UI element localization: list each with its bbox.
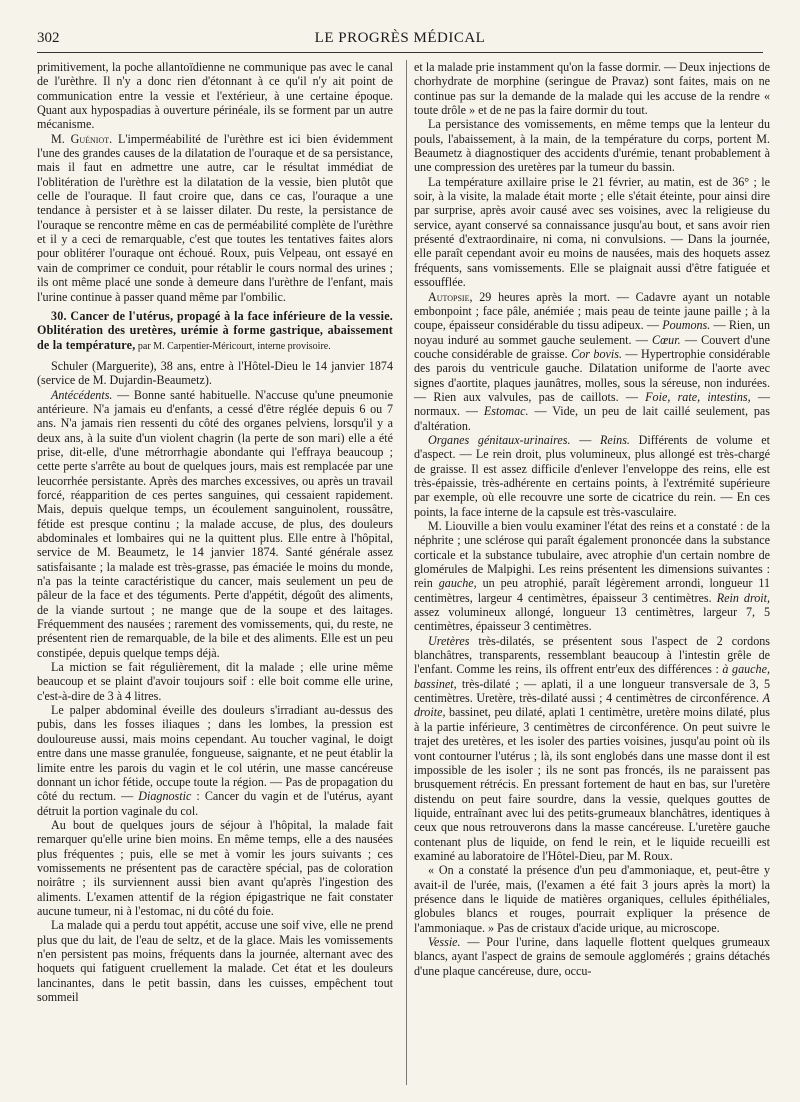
paragraph: Autopsie, 29 heures après la mort. — Cadavre ayant un notable embonpoint ; face pâle, anémiée ; mais peau de teinte jaune paille ; à la coupe, épaisseur considérable du tissu adipeux. — Poumons. — Rien, un noyau induré au sommet gauche seulement. — Cœur. — Couvert d'une couche considérable de graisse. Cor bovis. — Hypertrophie considérable des parois du ventricule gauche. Dilatation uniforme de l'aorte avec signes d'aortite, plaques jaunâtres, molles, sous la séreuse, non indurées. — Rien aux valvules, pas de caillots. — Foie, rate, intestins, — normaux. — Estomac. — Vide, un peu de lait caillé seulement, pas d'altération. [414,289,771,433]
page-number: 302 [37,30,60,46]
paragraph: La malade qui a perdu tout appétit, accuse une soif vive, elle ne prend plus que du lait, de l'eau de seltz, et de la glace. Mais les vomissements n'en persistent pas moins, fréquents dans la journée, alternant avec des hoquets qui fatiguent cruellement la malade. Cet état et les douleurs lancinantes, dans le petit bassin, dans les cuisses, empêchent tout sommeil [37,918,393,1004]
paragraph: La persistance des vomissements, en même temps que la lenteur du pouls, l'abaissement, à la main, de la température du corps, portent M. Beaumetz à diagnostiquer des accidents d'urémie, tenant probablement à une compression des uretères par la tumeur du bassin. [414,117,770,175]
paragraph: Au bout de quelques jours de séjour à l'hôpital, la malade fait remarquer qu'elle urine bien moins. En même temps, elle a des nausées plus fréquentes ; puis, elle se met à vomir les jours suivants ; ces vomissements ne présentent pas de caractère spécial, pas de coloration noirâtre ; ils surviennent aussi bien avant qu'après l'ingestion des aliments. L'examen attentif de la région épigastrique ne fait constater aucune tumeur, ni à l'estomac, ni du côté du foie. [37,817,393,918]
paragraph: Uretères très-dilatés, se présentent sous l'aspect de 2 cordons blanchâtres, transparents, ressemblant beaucoup à l'intestin grêle de l'enfant. Comme les reins, ils offrent entr'eux des différences : à gauche, bassinet, très-dilaté ; — aplati, il a une longueur transversale de 3, 5 centimètres. Uretère, très-dilaté aussi ; 4 centimètres de circonférence. A droite, bassinet, peu dilaté, aplati 1 centimètre, uretère moins dilaté, plus à la partie inférieure, 3 centimètres de circonférence. On peut suivre le trajet des uretères, et les isoler des parties voisines, jusqu'au point où ils vont contourner l'utérus ; là, ils sont englobés dans une masse dont il est impossible de les isoler ; ils ne sont pas froncés, ils ne paraissent pas brusquement rétrécis. En pressant fortement de haut en bas, sur l'uretère distendu on peut faire sourdre, dans la vessie, quelques gouttes de liquide, entraînant avec lui des petits-grumeaux blanchâtres, identiques à ceux que nous retrouverons dans la masse cancéreuse. L'uretère gauche contenant plus de liquide, on fend le rein, et le liquide recueilli est examiné au laboratoire de l'Hôtel-Dieu, par M. Roux. [414,633,770,863]
paragraph: « On a constaté la présence d'un peu d'ammoniaque, et, peut-être y avait-il de l'urée, mais, (l'examen a été fait 3 jours après la mort) la présence dans le liquide de matières organiques, cellules épithéliales, globules blancs et rouges, pourrait expliquer la présence de l'ammoniaque. » Pas de cristaux d'acide urique, au microscope. [414,863,770,935]
page-header [37,30,763,52]
paragraph: La miction se fait régulièrement, dit la malade ; elle urine même beaucoup et se plaint d'avoir toujours soif : elle boit comme elle urine, c'est-à-dire de 3 à 4 litres. [37,660,393,703]
speaker-name: M. Guéniot. [51,131,113,146]
case-heading [37,309,393,354]
paragraph: Schuler (Marguerite), 38 ans, entre à l'Hôtel-Dieu le 14 janvier 1874 (service de M. Dujardin-Beaumetz). [37,358,393,388]
paragraph: et la malade prie instamment qu'on la fasse dormir. — Deux injections de chorhydrate de morphine (seringue de Pravaz) sont faites, mais on ne continue pas sur la demande de la malade qui les accuse de la rendre « toute drôle » et de ne pas la faire dormir du tout. [414,60,770,118]
paragraph: Le palper abdominal éveille des douleurs s'irradiant au-dessus des pubis, dans les fosses iliaques ; dans les lombes, la pression est douloureuse aussi, mais moins cependant. Au toucher vaginal, le doigt entre dans une masse granulée, fongueuse, saignante, et ne peut établir la limite entre les parois du vagin et le col utérin, une masse cancéreuse donnant un ichor fétide, occupe toute la région. — Pas de propagation du côté du rectum. — Diagnostic : Cancer du vagin et de l'utérus, ayant détruit la portion vaginale du col. [37,703,393,818]
paragraph: M. Liouville a bien voulu examiner l'état des reins et a constaté : de la néphrite ; une sclérose qui paraît également prononcée dans la substance corticale et la substance tubulaire, avec atrophie d'un certain nombre de glomérules de Malpighi. Les reins présentent les dimensions suivantes : rein gauche, un peu atrophié, paraît légèrement arrondi, longueur 11 centimètres, largeur 4 centimètres, épaisseur 3 centimètres. Rein droit, assez volumineux allongé, longueur 13 centimètres, largeur 7, 5 centimètres, épaisseur 3 centimètres. [414,519,771,634]
case-author: par M. Carpentier-Méricourt, interne provisoire. [135,340,331,352]
running-title: LE PROGRÈS MÉDICAL [314,30,486,46]
right-column [414,60,770,978]
paragraph: M. Guéniot. L'imperméabilité de l'urèthre est ici bien évidemment l'une des grandes causes de la dilatation de l'ouraque et de sa persistance, mais il faut en admettre une autre, car le résultat immédiat de l'oblitération de l'urèthre est la dilatation de la vessie, bien plutôt que celle de l'ouraque. Il faut croire que, dans ce cas, l'ouraque a une tendance à persister et à se laisser dilater. Du reste, la persistance de l'ouraque se rencontre même en cas de perméabilité complète de l'urèthre et il y a ceci de remarquable, c'est que toutes les tentatives faites alors pour oblitérer l'ouraque ont échoué. Roux, puis Velpeau, ont essayé en vain de comprimer ce conduit, pour rétablir le cours normal des urines ; ils ont même placé une sonde à demeure dans l'urèthre de l'enfant, mais l'urine continue à passer quand même par l'ombilic. [37,131,394,304]
header-rule [37,52,763,53]
paragraph: Antécédents. — Bonne santé habituelle. N'accuse qu'une pneumonie antérieure. N'a jamais eu d'enfants, a cessé d'être réglée depuis 6 ou 7 ans. N'a jamais rien ressenti du côté des organes pelviens, lorsqu'il y a deux ans, à la suite d'un violent chagrin (la perte de son mari) elle a été prise, dit-elle, d'une métrorrhagie abondante qui l'effraya beaucoup ; cette perte s'arrête au bout de quelques jours, mais est remplacée par une leucorrhée persistante. Après des marches excessives, ou après un travail forcé, réapparition de ces pertes sanguines, qui cessaient rapidement. Mais, depuis quelque temps, un écoulement sanguinolent, roussâtre, fétide est presque continu ; la malade accuse, de plus, des douleurs abdominales et lombaires qui ne la quittent plus. Elle entre à l'hôpital, service de M. Beaumetz, le 14 janvier 1874. Santé générale assez satisfaisante ; la malade est très-grasse, pas émaciée le moins du monde, n'a pas la teinte caractéristique du cancer, mais seulement un peu de pâleur de la face et des téguments. Perte d'appétit, dégoût des aliments, de la viande surtout ; ne mange que de la soupe et des laitages. Fréquemment des nausées ; rarement des vomissements, qui, du reste, ne présentent rien de remarquable, de la bile et des aliments. Elle est un peu constipée, depuis quelque temps déjà. [37,387,393,660]
case-title: 30. Cancer de l'utérus, propagé à la face inférieure de la vessie. Oblitération des uretères, urémie à forme gastrique, abaissement de la température, [37,308,393,352]
paragraph: Vessie. — Pour l'urine, dans laquelle flottent quelques grumeaux blancs, ayant l'aspect de grains de semoule agglomérés ; grains détachés d'une plaque cancéreuse, dure, occu- [414,934,770,978]
paragraph: primitivement, la poche allantoïdienne ne communique pas avec le canal de l'urèthre. Il n'y a donc rien d'étonnant à ce qu'il n'y ait point de communication entre la vessie et l'extérieur, à une certaine époque. Quant aux hypospadias à ouverture périnéale, ils se forment par un autre mécanisme. [37,60,393,132]
left-column [37,60,393,1004]
paragraph: Organes génitaux-urinaires. — Reins. Différents de volume et d'aspect. — Le rein droit, plus volumineux, plus allongé est très-chargé de graisse. Il est assez difficile d'enlever l'enveloppe des reins, elle est très-épaissie, très-adhérente en certains points, à l'extrémité supérieure par exemple, où elle recouvre une sorte de cicatrice du rein. — En ces points, la face interne de la capsule est très-vasculaire. [414,432,770,519]
paragraph: La température axillaire prise le 21 février, au matin, est de 36° ; le soir, à la visite, la malade était morte ; elle s'était éteinte, pour ainsi dire par surprise, après avoir causé avec ses voisines, avec la religieuse du service, ayant conservé sa connaissance jusqu'au bout, et sans avoir rien présenté d'extraordinaire, ni coma, ni convulsions. — Dans la journée, elle paraît cependant avoir eu moins de nausées, mais des hoquets assez fréquents, sans vomissements. Elle se plaignait aussi d'être fatiguée et essoufflée. [414,174,770,290]
column-divider [406,60,407,1085]
